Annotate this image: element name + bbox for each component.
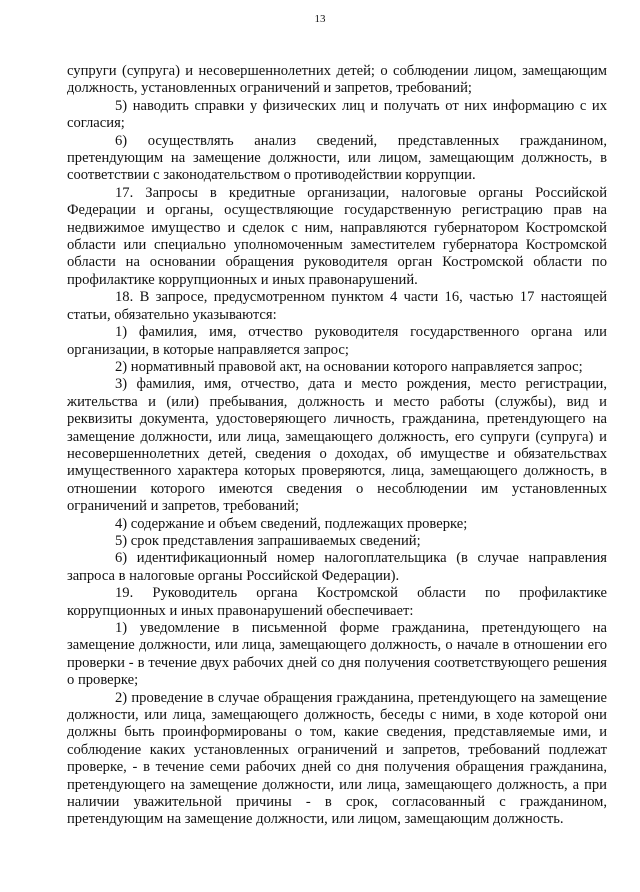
paragraph-item-6-analysis: 6) осуществлять анализ сведений, представленных гражданином, претендующим на замещение должности, или лицом, замещающим должность, в соответствии с законодательством о противодействии коррупции. bbox=[67, 132, 607, 184]
paragraph-article-19: 19. Руководитель органа Костромской области по профилактике коррупционных и иных правонарушений обеспечивает: bbox=[67, 585, 607, 619]
paragraph-18-item-6: 6) идентификационный номер налогоплательщика (в случае направления запроса в налоговые органы Российской Федерации). bbox=[67, 550, 607, 584]
paragraph-18-item-3: 3) фамилия, имя, отчество, дата и место рождения, место регистрации, жительства и (или) пребывания, должность и место работы (службы), вид и реквизиты документа, удостоверяющего личность, гражданина, претендующего на замещение должности, или лица, замещающего должность, его супруги (супруга) и несовершеннолетних детей, сведения о доходах, об имуществе и обязательствах имущественного характера которых проверяются, лица, замещающего должность, в отношении которого имеются сведения о несоблюдении им установленных ограничений и запретов, требований; bbox=[67, 376, 607, 515]
paragraph-18-item-4: 4) содержание и объем сведений, подлежащих проверке; bbox=[115, 515, 468, 532]
paragraph-item-5-inquiries: 5) наводить справки у физических лиц и получать от них информацию с их согласия; bbox=[67, 97, 607, 132]
page-number: 13 bbox=[314, 13, 326, 25]
paragraph-article-18: 18. В запросе, предусмотренном пунктом 4 части 16, частью 17 настоящей статьи, обязательно указываются: bbox=[67, 289, 607, 323]
document-body bbox=[67, 63, 607, 829]
paragraph-19-item-2: 2) проведение в случае обращения гражданина, претендующего на замещение должности, или лица, замещающего должность, беседы с ними, в ходе которой они должны быть проинформированы о том, какие сведения, представляемые ими, и соблюдение каких установленных ограничений и запретов, требований подлежат проверке, - в течение семи рабочих дней со дня получения обращения гражданина, претендующего на замещение должности, или лица, замещающего должность, а при наличии уважительной причины - в срок, согласованный с гражданином, претендующим на замещение должности, или лицом, замещающим должность. bbox=[67, 689, 607, 828]
paragraph-19-item-1: 1) уведомление в письменной форме гражданина, претендующего на замещение должности, или лица, замещающего должность, о начале в отношении его проверки - в течение двух рабочих дней со дня получения соответствующего решения о проверке; bbox=[67, 620, 607, 689]
paragraph-article-17: 17. Запросы в кредитные организации, налоговые органы Российской Федерации и органы, осуществляющие государственную регистрацию прав на недвижимое имущество и сделок с ним, направляются губернатором Костромской области или специально уполномоченным заместителем губернатора Костромской области на основании обращения руководителя орган Костромской области по профилактике коррупционных и иных правонарушений. bbox=[67, 184, 607, 288]
paragraph-18-item-1: 1) фамилия, имя, отчество руководителя государственного органа или организации, в которые направляется запрос; bbox=[67, 324, 607, 358]
paragraph-18-item-2: 2) нормативный правовой акт, на основании которого направляется запрос; bbox=[115, 358, 583, 375]
paragraph-continuation: супруги (супруга) и несовершеннолетних детей; о соблюдении лицом, замещающим должность, установленных ограничений и запретов, требований; bbox=[67, 63, 607, 97]
paragraph-18-item-5: 5) срок представления запрашиваемых сведений; bbox=[115, 532, 421, 549]
